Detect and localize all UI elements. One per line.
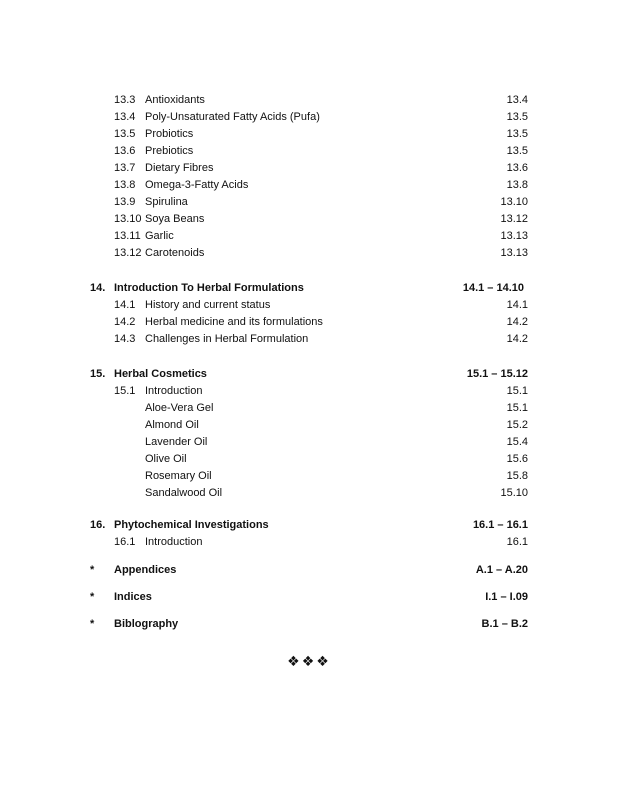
toc-item-sandalwood-oil xyxy=(114,485,528,502)
bullet-marker: * xyxy=(90,618,95,630)
page-number: 15.4 xyxy=(506,436,528,448)
item-title: Rosemary Oil xyxy=(145,470,212,482)
section-title: Prebiotics xyxy=(145,145,194,157)
page-number: 13.13 xyxy=(500,247,528,259)
toc-item-rosemary-oil xyxy=(114,468,528,485)
item-title: Almond Oil xyxy=(145,419,199,431)
page-number: 15.6 xyxy=(506,453,528,465)
page-number: 13.5 xyxy=(506,111,528,123)
item-title: Lavender Oil xyxy=(145,436,208,448)
chapter-title: Introduction To Herbal Formulations xyxy=(114,282,304,294)
section-number: 15.1 xyxy=(114,385,136,397)
appendices-title: Appendices xyxy=(114,564,177,576)
page-number: 13.10 xyxy=(500,196,528,208)
page-range: B.1 – B.2 xyxy=(481,618,528,630)
toc-entry-16-1 xyxy=(114,534,528,551)
diamond-ornament-icon: ❖❖❖ xyxy=(287,654,331,670)
chapter-number: 16. xyxy=(90,519,106,531)
section-title: Omega-3-Fatty Acids xyxy=(145,179,249,191)
toc-indices xyxy=(90,589,528,606)
page-number: 13.13 xyxy=(500,230,528,242)
toc-entry-13-8 xyxy=(114,177,528,194)
section-title: Garlic xyxy=(145,230,174,242)
section-title: History and current status xyxy=(145,299,271,311)
toc-entry-13-4 xyxy=(114,109,528,126)
page-number: 13.4 xyxy=(506,94,528,106)
section-title: Introduction xyxy=(145,536,203,548)
toc-chapter-15 xyxy=(90,366,528,383)
toc-chapter-16 xyxy=(90,517,528,534)
toc-item-aloe-vera-gel xyxy=(114,400,528,417)
section-number: 16.1 xyxy=(114,536,136,548)
section-title: Soya Beans xyxy=(145,213,205,225)
toc-entry-14-3 xyxy=(114,331,528,348)
page-number: 16.1 xyxy=(506,536,528,548)
section-title: Dietary Fibres xyxy=(145,162,214,174)
page-range: 14.1 – 14.10 xyxy=(462,282,524,294)
page-number: 15.10 xyxy=(500,487,528,499)
page-number: 13.5 xyxy=(506,145,528,157)
toc-entry-13-6 xyxy=(114,143,528,160)
toc-entry-13-12 xyxy=(114,245,528,262)
chapter-number: 15. xyxy=(90,368,106,380)
page-number: 15.1 xyxy=(506,402,528,414)
section-number: 13.12 xyxy=(114,247,142,259)
section-title: Probiotics xyxy=(145,128,194,140)
section-number: 14.1 xyxy=(114,299,136,311)
section-number: 13.5 xyxy=(114,128,136,140)
toc-entry-13-10 xyxy=(114,211,528,228)
page-number: 15.2 xyxy=(506,419,528,431)
toc-entry-13-11 xyxy=(114,228,528,245)
toc-appendices xyxy=(90,562,528,579)
section-number: 13.11 xyxy=(114,230,141,242)
page-number: 13.6 xyxy=(506,162,528,174)
toc-item-lavender-oil xyxy=(114,434,528,451)
chapter-title: Phytochemical Investigations xyxy=(114,519,269,531)
section-title: Herbal medicine and its formulations xyxy=(145,316,323,328)
toc-entry-13-3 xyxy=(114,92,528,109)
item-title: Aloe-Vera Gel xyxy=(145,402,214,414)
page-number: 14.1 xyxy=(506,299,528,311)
bullet-marker: * xyxy=(90,591,95,603)
page-range: I.1 – I.09 xyxy=(485,591,528,603)
page-number: 15.1 xyxy=(506,385,528,397)
section-title: Antioxidants xyxy=(145,94,205,106)
page-number: 13.12 xyxy=(500,213,528,225)
section-number: 13.7 xyxy=(114,162,136,174)
chapter-number: 14. xyxy=(90,282,106,294)
section-number: 14.2 xyxy=(114,316,136,328)
toc-item-almond-oil xyxy=(114,417,528,434)
page-range: 16.1 – 16.1 xyxy=(472,519,528,531)
section-number: 13.9 xyxy=(114,196,136,208)
toc-entry-13-5 xyxy=(114,126,528,143)
section-title: Introduction xyxy=(145,385,203,397)
section-title: Spirulina xyxy=(145,196,188,208)
item-title: Sandalwood Oil xyxy=(145,487,223,499)
toc-item-olive-oil xyxy=(114,451,528,468)
section-number: 13.10 xyxy=(114,213,142,225)
bibliography-title: Biblography xyxy=(114,618,179,630)
section-number: 13.4 xyxy=(114,111,136,123)
chapter-title: Herbal Cosmetics xyxy=(114,368,207,380)
page-range: 15.1 – 15.12 xyxy=(466,368,528,380)
page-number: 14.2 xyxy=(506,333,528,345)
toc-entry-15-1 xyxy=(114,383,528,400)
page-range: A.1 – A.20 xyxy=(475,564,528,576)
section-number: 13.8 xyxy=(114,179,136,191)
item-title: Olive Oil xyxy=(145,453,187,465)
page-number: 13.5 xyxy=(506,128,528,140)
section-title: Poly-Unsaturated Fatty Acids (Pufa) xyxy=(145,111,320,123)
toc-entry-13-7 xyxy=(114,160,528,177)
toc-chapter-14 xyxy=(90,280,528,297)
toc-bibliography xyxy=(90,616,528,633)
bullet-marker: * xyxy=(90,564,95,576)
page-number: 15.8 xyxy=(506,470,528,482)
page-number: 14.2 xyxy=(506,316,528,328)
toc-entry-14-2 xyxy=(114,314,528,331)
section-title: Challenges in Herbal Formulation xyxy=(145,333,309,345)
toc-entry-13-9 xyxy=(114,194,528,211)
section-title: Carotenoids xyxy=(145,247,205,259)
page-number: 13.8 xyxy=(506,179,528,191)
section-number: 14.3 xyxy=(114,333,136,345)
toc-entry-14-1 xyxy=(114,297,528,314)
indices-title: Indices xyxy=(114,591,152,603)
section-number: 13.6 xyxy=(114,145,136,157)
section-number: 13.3 xyxy=(114,94,136,106)
